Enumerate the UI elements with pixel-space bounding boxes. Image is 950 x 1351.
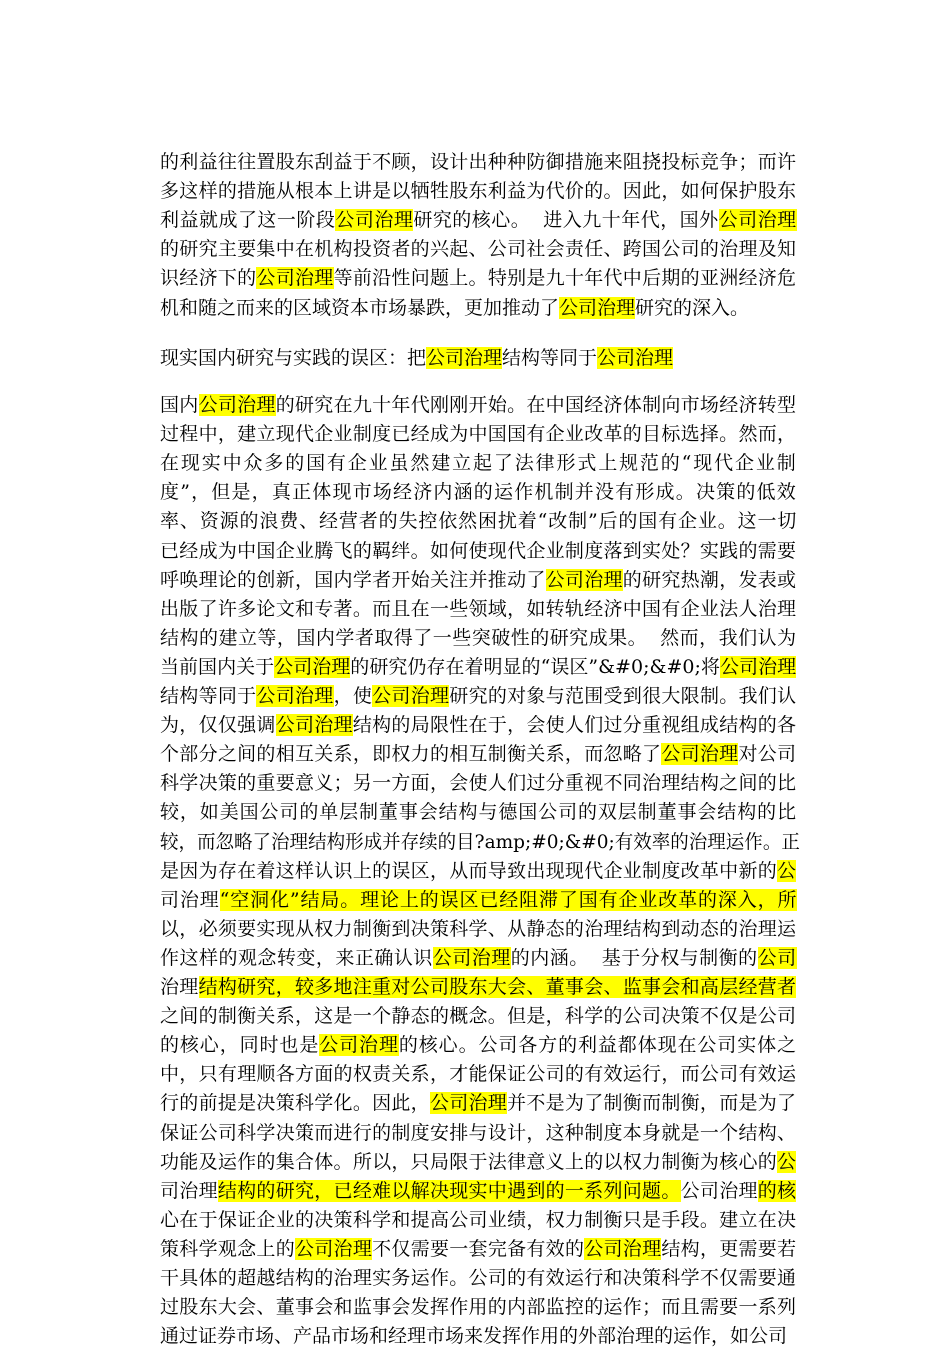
text-segment: 结构的局限性在于，会使人们过分重视组成结构的各 <box>352 714 797 737</box>
text-segment: 为，仅仅强调 <box>160 714 276 737</box>
highlighted-term: 的核 <box>757 1179 797 1202</box>
text-segment: 率、资源的浪费、经营者的失控依然困扰着“改制”后的国有企业。这一切 <box>160 510 798 533</box>
text-line <box>160 682 796 711</box>
text-segment: 不仅需要一套完备有效的 <box>372 1237 585 1260</box>
text-line <box>160 507 797 536</box>
text-line <box>160 1031 797 1060</box>
highlighted-term: 公司治理 <box>720 655 797 678</box>
text-line <box>160 264 796 293</box>
text-segment: 的内涵。 基于分权与制衡的 <box>510 946 758 969</box>
text-line <box>160 1002 796 1031</box>
text-segment: 多这样的措施从根本上讲是以牺牲股东利益为代价的。因此，如何保护股东 <box>160 180 797 203</box>
text-segment: 的核心。公司各方的利益都体现在公司实体之 <box>398 1034 797 1057</box>
text-segment: 国内 <box>160 394 199 416</box>
text-segment: 通过证券市场、产品市场和经理市场来发挥作用的外部治理的运作，如公司 <box>160 1325 788 1348</box>
text-line <box>160 624 797 653</box>
text-line <box>160 206 797 235</box>
text-segment: 策科学观念上的 <box>160 1237 295 1260</box>
text-segment: 结构的建立等，国内学者取得了一些突破性的研究成果。 然而，我们认为 <box>160 626 797 649</box>
highlighted-term: “空洞化”结局。理论上的误区已经阻滞了国有企业改革的深入，所 <box>219 888 798 911</box>
highlighted-term: 公司治理 <box>597 347 674 369</box>
text-line <box>160 798 797 827</box>
text-segment: 已经成为中国企业腾飞的羁绊。如何使现代企业制度落到实处？实践的需要 <box>160 539 797 562</box>
text-segment: 识经济下的 <box>160 267 257 290</box>
text-segment: 出版了许多论文和专著。而且在一些领域，如转轨经济中国有企业法人治理 <box>160 597 797 620</box>
highlighted-term: 公司治理 <box>545 568 623 591</box>
text-line <box>160 1119 796 1148</box>
text-segment: 心在于保证企业的决策科学和提高公司业绩，权力制衡只是手段。建立在决 <box>160 1208 797 1231</box>
text-segment: 的利益往往置股东刮益于不顾，设计出种种防御措施来阻挠投标竞争；而许 <box>160 151 797 173</box>
text-segment: 保证公司科学决策而进行的制度安排与设计，这种制度本身就是一个结构、 <box>160 1121 797 1144</box>
text-segment: 的研究仍存在着明显的“误区”&#0;&#0;将 <box>350 655 721 678</box>
text-line <box>160 478 797 507</box>
text-line <box>160 944 797 973</box>
highlighted-term: 公司治理 <box>559 296 636 319</box>
text-line <box>160 344 673 373</box>
text-line <box>160 449 798 478</box>
highlighted-term: 公司治理 <box>335 209 414 232</box>
text-segment: 结构等同于 <box>160 685 257 707</box>
highlighted-term: 公司治理 <box>319 1034 399 1057</box>
highlighted-term: 公司 <box>757 946 797 969</box>
highlighted-term: 结构的研究，已经难以解决现实中遇到的一系列问题。 <box>217 1179 681 1202</box>
text-segment: 干具体的超越结构的治理实务运作。公司的有效运行和决策科学不仅需要通 <box>160 1267 797 1289</box>
text-segment: 功能及运作的集合体。所以，只局限于法律意义上的以权力制衡为核心的 <box>160 1150 778 1173</box>
text-segment: 研究的深入。 <box>635 296 750 319</box>
text-segment: 较，如美国公司的单层制董事会结构与德国公司的双层制董事会结构的比 <box>160 801 797 824</box>
highlighted-term: 公司治理 <box>429 1092 508 1115</box>
text-segment: 当前国内关于 <box>160 655 275 678</box>
text-segment: ，使 <box>333 685 373 707</box>
text-line <box>160 294 749 323</box>
text-segment: 过程中，建立现代企业制度已经成为中国国有企业改革的目标选择。然而， <box>160 423 797 446</box>
text-segment: 等前沿性问题上。特别是九十年代中后期的亚洲经济危 <box>333 267 797 290</box>
highlighted-term: 公司治理 <box>256 267 334 290</box>
text-segment: 的研究热潮，发表或 <box>622 568 797 591</box>
text-segment: 的核心，同时也是 <box>160 1034 320 1057</box>
text-segment: 以，必须要实现从权力制衡到决策科学、从静态的治理结构到动态的治理运 <box>160 917 797 940</box>
text-line <box>160 595 796 624</box>
text-line <box>160 1235 796 1264</box>
text-segment: 呼唤理论的创新，国内学者开始关注并推动了 <box>160 568 546 591</box>
text-segment: 现实国内研究与实践的误区：把 <box>160 347 427 369</box>
highlighted-term: 公司治理 <box>198 394 276 416</box>
text-segment: 度”，但是，真正体现市场经济内涵的运作机制并没有形成。决策的低效 <box>160 481 797 504</box>
text-segment: 中，只有理顺各方面的权责关系，才能保证公司的有效运行，而公司有效运 <box>160 1063 797 1086</box>
text-line <box>160 1148 796 1177</box>
text-segment: 结构，更需要若 <box>661 1237 797 1260</box>
text-segment: 科学决策的重要意义；另一方面，会使人们过分重视不同治理结构之间的比 <box>160 772 797 795</box>
text-line <box>160 537 796 566</box>
text-line <box>160 148 796 177</box>
highlighted-term: 公司治理 <box>432 946 511 969</box>
text-segment: 的研究在九十年代刚刚开始。在中国经济体制向市场经济转型 <box>275 394 797 416</box>
text-line <box>160 653 796 682</box>
text-segment: 研究的核心。 进入九十年代，国外 <box>413 209 719 232</box>
text-segment: 机和随之而来的区域资本市场暴跌，更加推动了 <box>160 296 560 319</box>
highlighted-term: 公司治理 <box>661 743 739 766</box>
text-segment: 是因为存在着这样认识上的误区，从而导致出现现代企业制度改革中新的 <box>160 859 778 882</box>
text-line <box>160 740 796 769</box>
highlighted-term: 公司治理 <box>274 655 351 678</box>
text-line <box>160 886 797 915</box>
text-line <box>160 391 796 420</box>
highlighted-term: 公司治理 <box>426 347 503 369</box>
text-segment: 并不是为了制衡而制衡，而是为了 <box>507 1092 797 1115</box>
text-line <box>160 1177 796 1206</box>
text-segment: 之间的制衡关系，这是一个静态的概念。但是，科学的公司决策不仅是公司 <box>160 1005 797 1028</box>
highlighted-term: 公司治理 <box>718 209 797 232</box>
text-segment: 研究的对象与范围受到很大限制。我们认 <box>449 685 797 707</box>
text-line <box>160 177 796 206</box>
text-line <box>160 566 796 595</box>
highlighted-term: 公 <box>777 1150 797 1173</box>
text-segment: 作这样的观念转变，来正确认识 <box>160 946 433 969</box>
text-line <box>160 828 800 857</box>
text-line <box>160 235 796 264</box>
highlighted-term: 公司治理 <box>275 714 353 737</box>
text-segment: 对公司 <box>738 743 797 766</box>
text-line <box>160 1060 796 1089</box>
text-line <box>160 1293 796 1322</box>
text-segment: 的研究主要集中在机构投资者的兴起、公司社会责任、跨国公司的治理及知 <box>160 238 797 261</box>
text-line <box>160 1264 796 1293</box>
highlighted-term: 公司治理 <box>372 685 450 707</box>
text-segment: 治理 <box>160 976 199 998</box>
text-line <box>160 420 796 449</box>
highlighted-term: 公司治理 <box>584 1237 662 1260</box>
text-segment: 行的前提是决策科学化。因此， <box>160 1092 430 1115</box>
text-segment: 公司治理 <box>680 1179 758 1202</box>
text-line <box>160 915 796 944</box>
text-line <box>160 711 796 740</box>
text-segment: 在现实中众多的国有企业虽然建立起了法律形式上规范的“现代企业制 <box>160 452 798 475</box>
text-line <box>160 973 796 1002</box>
highlighted-term: 公司治理 <box>294 1237 373 1260</box>
text-segment: 较，而忽略了治理结构形成并存续的目?amp;#0;&#0;有效率的治理运作。正 <box>160 830 800 853</box>
text-line <box>160 1322 787 1351</box>
text-line <box>160 769 796 798</box>
text-segment: 司治理 <box>160 888 220 911</box>
text-line <box>160 1206 796 1235</box>
highlighted-term: 公 <box>777 859 797 882</box>
text-line <box>160 857 796 886</box>
highlighted-term: 结构研究，较多地注重对公司股东大会、董事会、监事会和高层经营者 <box>198 976 797 998</box>
highlighted-term: 公司治理 <box>256 685 334 707</box>
text-segment: 个部分之间的相互关系，即权力的相互制衡关系，而忽略了 <box>160 743 662 766</box>
text-segment: 司治理 <box>160 1179 218 1202</box>
text-segment: 利益就成了这一阶段 <box>160 209 336 232</box>
text-line <box>160 1089 796 1118</box>
text-segment: 过股东大会、董事会和监事会发挥作用的内部监控的运作；而且需要一系列 <box>160 1296 797 1319</box>
text-segment: 结构等同于 <box>502 347 598 369</box>
